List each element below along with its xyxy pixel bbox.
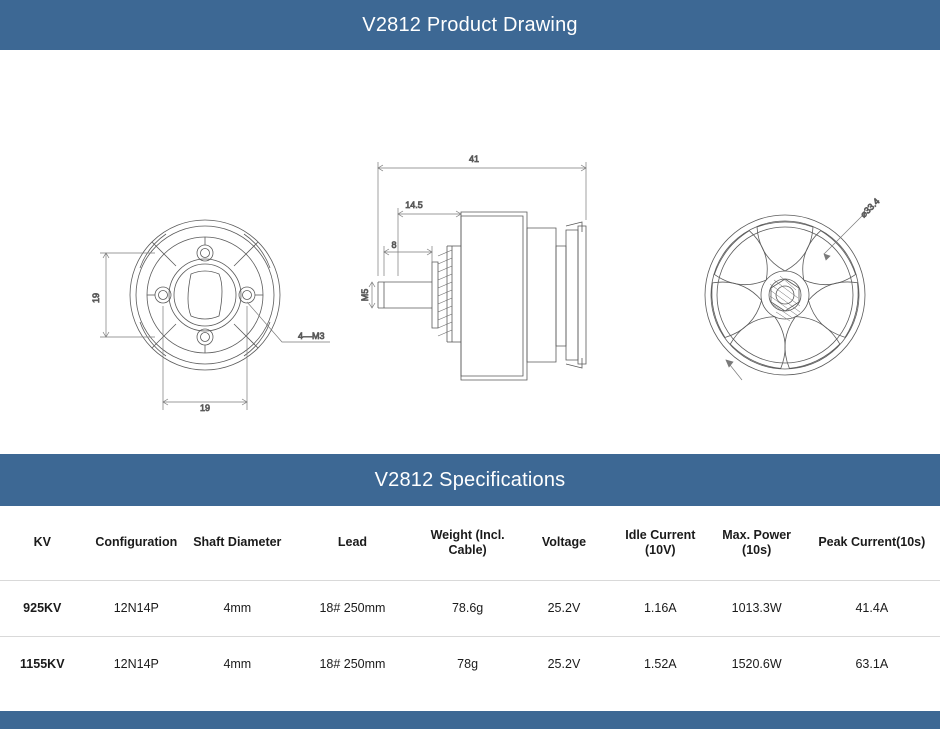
dim-diameter-33-4: ⌀33.4 — [858, 196, 882, 220]
cell-idle-current: 1.52A — [611, 636, 710, 692]
dim-4-m3: 4—M3 — [298, 331, 325, 341]
cell-voltage: 25.2V — [517, 580, 611, 636]
drawing-title-banner — [0, 0, 940, 50]
cell-lead: 18# 250mm — [287, 580, 419, 636]
cell-peak-current: 63.1A — [804, 636, 940, 692]
dim-14-5: 14.5 — [405, 200, 423, 210]
dim-m5: M5 — [360, 288, 370, 302]
drawing-canvas — [0, 50, 940, 454]
cell-kv: 1155KV — [0, 636, 85, 692]
cell-voltage: 25.2V — [517, 636, 611, 692]
table-header-row — [0, 506, 940, 580]
cell-max-power: 1013.3W — [710, 580, 804, 636]
cell-configuration: 12N14P — [85, 580, 188, 636]
page-title: V2812 Product Drawing — [362, 13, 578, 36]
footer-bar — [0, 711, 940, 729]
table-row — [0, 636, 940, 692]
cell-shaft-diameter: 4mm — [188, 636, 287, 692]
dim-bottom-horizontal: 19 — [199, 403, 211, 413]
spec-title-banner — [0, 454, 940, 506]
dim-8: 8 — [391, 240, 397, 250]
cell-idle-current: 1.16A — [611, 580, 710, 636]
column-header-lead: Lead — [337, 535, 368, 550]
column-header-weight: Weight (Incl. Cable) — [430, 527, 505, 557]
cell-lead: 18# 250mm — [287, 636, 419, 692]
technical-drawing — [0, 50, 940, 454]
dim-bottom-vertical: 19 — [91, 292, 101, 304]
dim-length-41: 41 — [468, 154, 480, 164]
column-header-max-power: Max. Power (10s) — [722, 527, 792, 557]
cell-configuration: 12N14P — [85, 636, 188, 692]
cell-max-power: 1520.6W — [710, 636, 804, 692]
cell-weight: 78.6g — [418, 580, 517, 636]
top-view-drawing — [705, 196, 882, 380]
table-row — [0, 580, 940, 636]
column-header-voltage: Voltage — [541, 535, 587, 550]
cell-shaft-diameter: 4mm — [188, 580, 287, 636]
column-header-idle-current: Idle Current (10V) — [625, 527, 696, 557]
cell-kv: 925KV — [0, 580, 85, 636]
side-view-drawing — [360, 154, 586, 380]
cell-weight: 78g — [418, 636, 517, 692]
specifications-table — [0, 506, 940, 692]
column-header-shaft-diameter: Shaft Diameter — [193, 535, 282, 550]
column-header-peak-current: Peak Current(10s) — [818, 535, 926, 550]
cell-peak-current: 41.4A — [804, 580, 940, 636]
column-header-kv: KV — [33, 535, 51, 550]
bottom-view-drawing — [91, 220, 330, 413]
column-header-configuration: Configuration — [95, 535, 178, 550]
spec-title: V2812 Specifications — [374, 468, 566, 491]
